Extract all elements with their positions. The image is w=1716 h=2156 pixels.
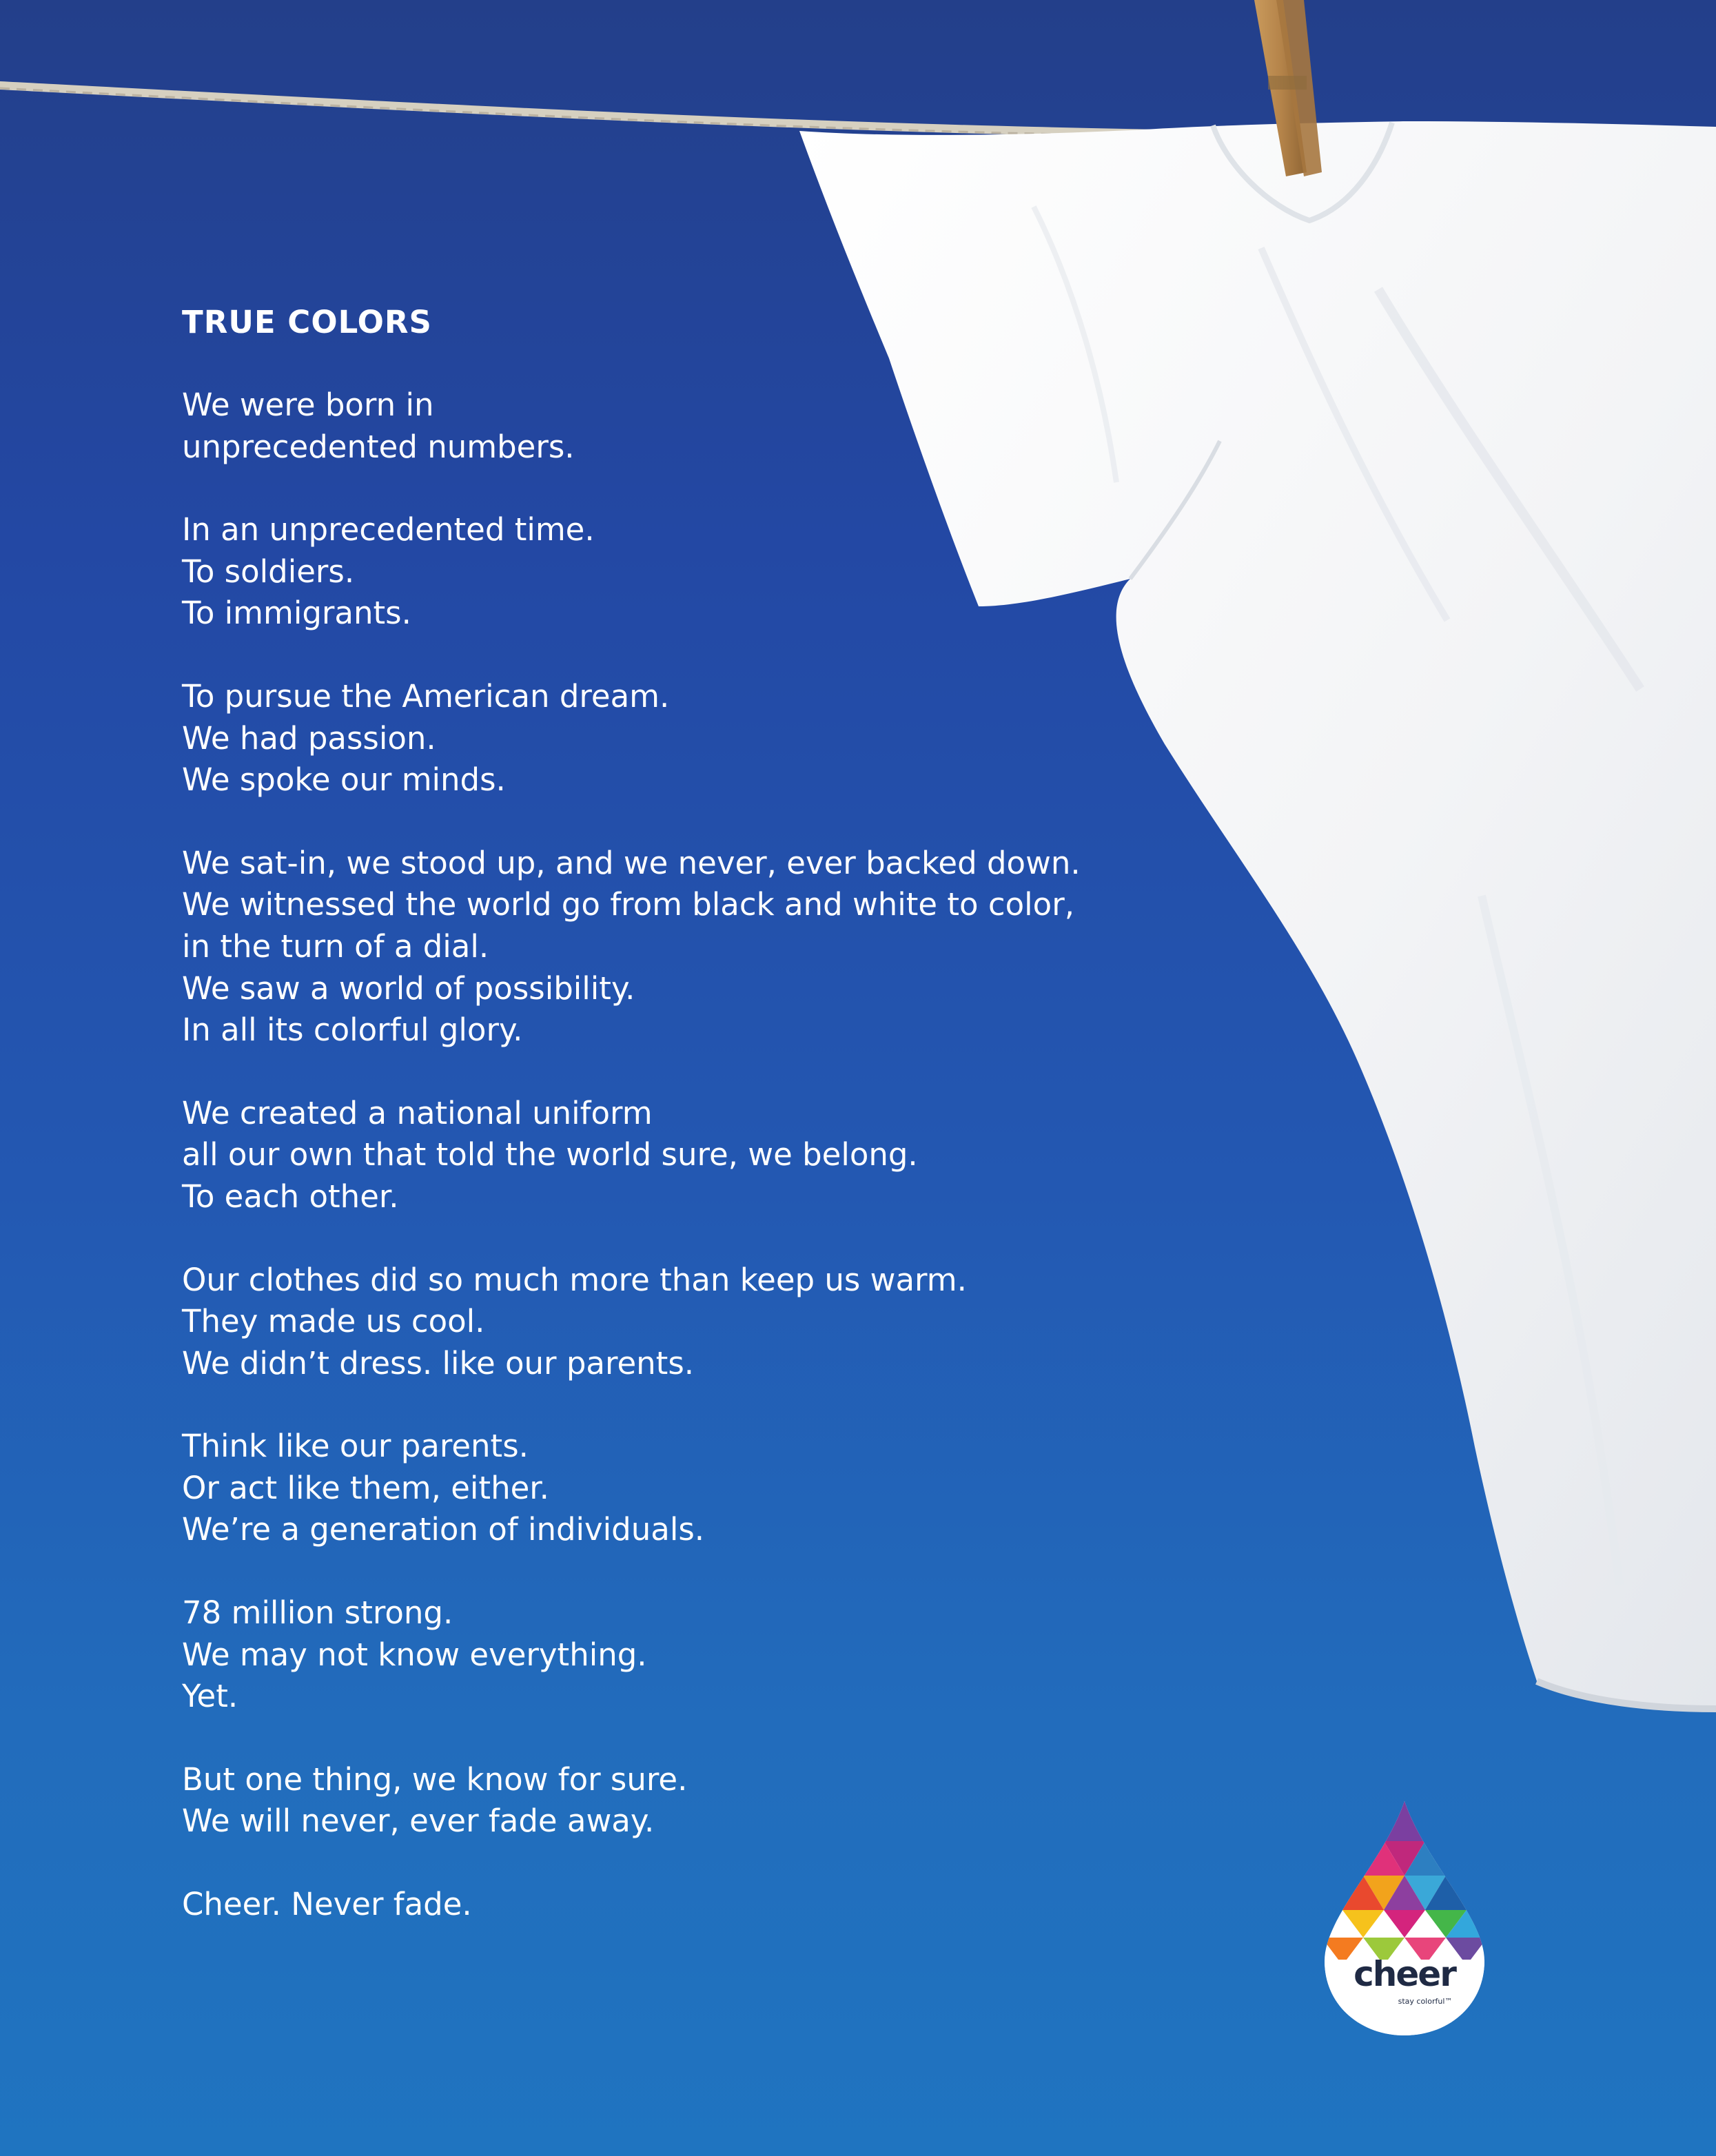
poem-line: Think like our parents. [182,1428,529,1465]
stanza [182,1093,1216,1218]
stanza [182,1260,1216,1385]
poem-line: We may not know everything. [182,1636,647,1673]
poem-line: We witnessed the world go from black and white to color, [182,886,1075,923]
brand-wordmark: cheer [1354,1954,1455,1994]
poem-line: We saw a world of possibility. [182,969,635,1007]
poem-line: To pursue the American dream. [182,677,670,715]
stanza [182,384,1216,468]
poem-line: We had passion. [182,719,436,757]
poem-line: 78 million strong. [182,1594,453,1632]
poem-line: We spoke our minds. [182,761,506,799]
stanza [182,1592,1216,1718]
poem-line: Our clothes did so much more than keep us warm. [182,1261,967,1298]
poem-line: in the turn of a dial. [182,927,489,965]
poem-line: We created a national uniform [182,1094,653,1131]
cheer-drop-logo-icon [1322,1800,1487,2037]
poem-line: To immigrants. [182,595,411,632]
poem-line: unprecedented numbers. [182,428,575,465]
poem-copy [182,302,1216,1967]
poem-line: We didn’t dress. like our parents. [182,1344,695,1382]
poem-line: We will never, ever fade away. [182,1803,655,1840]
brand-tagline: stay colorful™ [1398,1997,1453,2006]
poem-line: To each other. [182,1178,399,1215]
poem-line: all our own that told the world sure, we belong. [182,1136,918,1173]
poem-line: Yet. [182,1678,238,1715]
stanza [182,1759,1216,1842]
stanza [182,1884,1216,1926]
poem-line: We were born in [182,387,434,423]
poem-line: To soldiers. [182,553,355,590]
stanza [182,676,1216,801]
poem-line: We sat-in, we stood up, and we never, ever backed down. [182,844,1081,881]
poem-line: In an unprecedented time. [182,511,595,548]
headline: TRUE COLORS [182,304,432,340]
poem-line: In all its colorful glory. [182,1012,523,1049]
stanza [182,509,1216,635]
poem-line: They made us cool. [182,1303,485,1340]
stanza [182,1426,1216,1551]
poem-line: But one thing, we know for sure. [182,1760,688,1798]
stanza [182,843,1216,1051]
sign-off: Cheer. Never fade. [182,1886,472,1923]
poem-line: We’re a generation of individuals. [182,1511,705,1548]
poem-line: Or act like them, either. [182,1469,549,1506]
